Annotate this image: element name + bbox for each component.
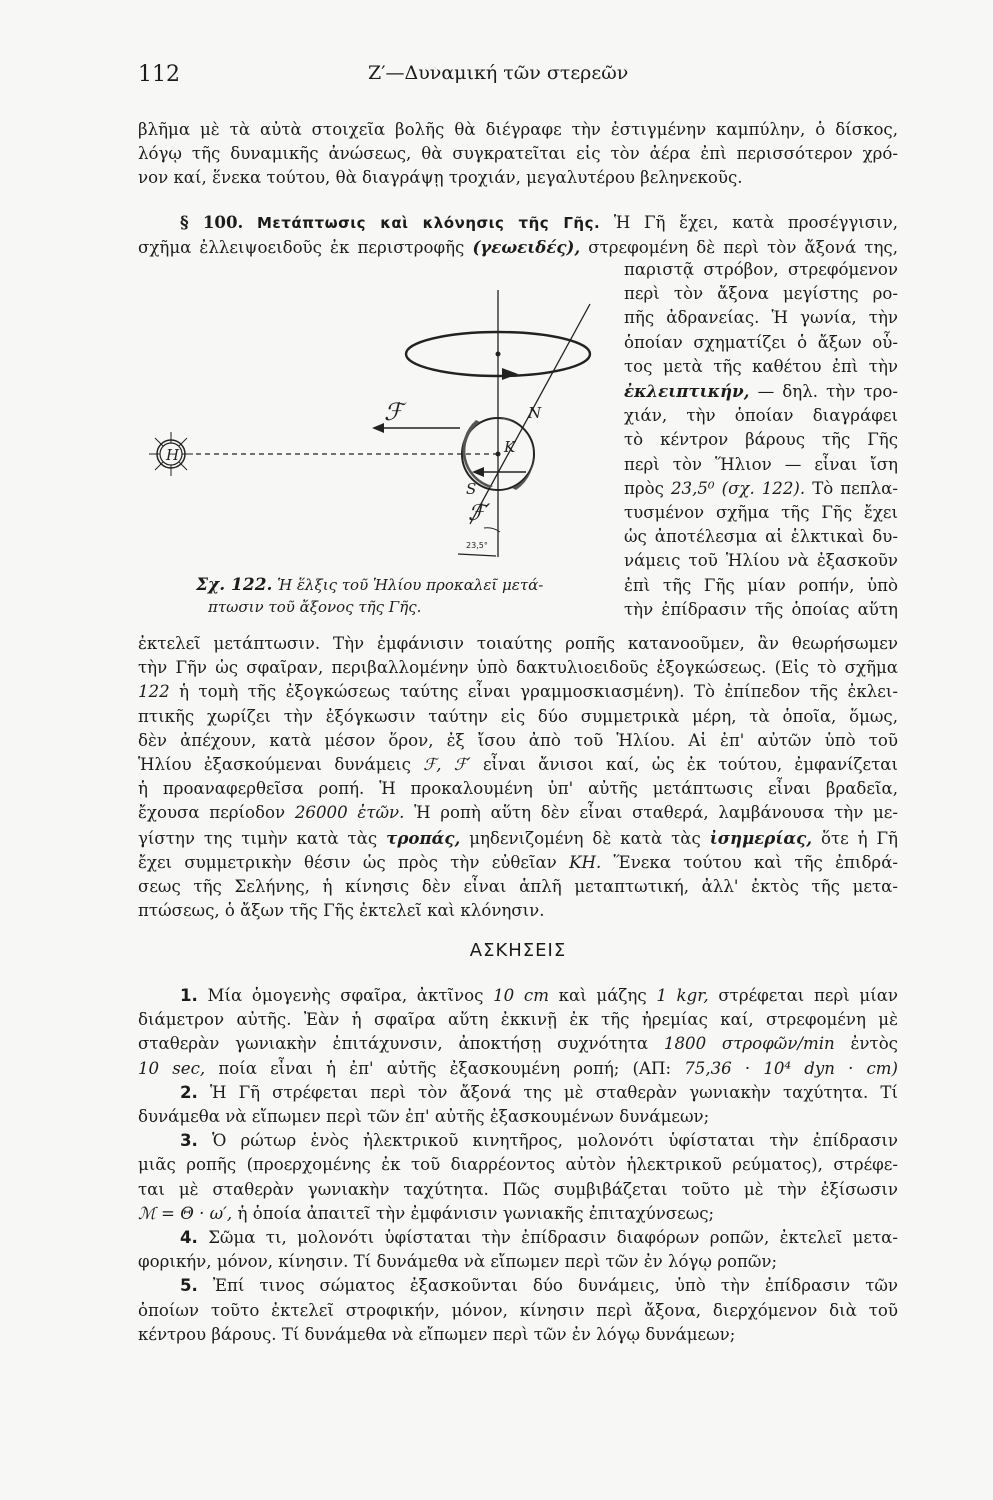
caption-number: Σχ. 122. bbox=[196, 575, 273, 595]
angle-label: 23,5° bbox=[466, 541, 488, 550]
ecliptic-arc bbox=[458, 554, 496, 556]
force-label-f1: ℱ bbox=[384, 398, 403, 426]
right-column-text: παριστᾷ στρόβον, στρεφόμενον περὶ τὸν ἄξονα μεγίστης ρο- πῆς ἀδρανείας. Ἡ γωνία, τὴν ὁποίαν σχηματίζει ὁ ἄξων οὗ- τος μετὰ τῆς καθέτου ἐπὶ τὴν ἐκλειπτικήν, — δηλ. τὴν τρο- χιάν, τὴν ὁποίαν διαγράφει τὸ κέντρον βάρους τῆς Γῆς περὶ τὸν Ἥλιον — εἶναι ἴση πρὸς 23,5⁰ (σχ. 122). Τὸ πεπλα- τυσμένον σχῆμα τῆς Γῆς ἔχει ὡς ἀποτέλεσμα αἱ ἑλκτικαὶ δυ- νάμεις τοῦ Ἡλίου νὰ ἐξασκοῦν ἐπὶ τῆς Γῆς μίαν ροπήν, ὑπὸ τὴν ἐπίδρασιν τῆς ὁποίας αὕτη bbox=[624, 260, 899, 619]
orbit-arrow-icon bbox=[502, 368, 518, 380]
main-paragraph: ἐκτελεῖ μετάπτωσιν. Τὴν ἐμφάνισιν τοιαύτης ροπῆς κατανοοῦμεν, ἂν θεωρήσωμεν τὴν Γῆν ὡς σφαῖραν, περιβαλλομένην ὑπὸ δακτυλιοειδοῦς ἐξογκώσεως. (Εἰς τὸ σχῆμα 122 ἡ τομὴ τῆς ἐξογκώσεως ταύτης εἶναι γραμμοσκιασμένη). Τὸ ἐπίπεδον τῆς ἐκλει- πτικῆς χωρίζει τὴν ἐξόγκωσιν ταύτην εἰς δύο συμμετρικὰ μέρη, τὰ ὁποῖα, ὅμως, δὲν ἀπέχουν, κατὰ μέσον ὅρον, ἐξ ἴσου ἀπὸ τοῦ Ἡλίου. Αἱ ἐπ' αὐτῶν ὑπὸ τοῦ Ἡλίου ἐξασκούμεναι δυνάμεις ℱ, ℱ′ εἶναι ἄνισοι καί, ὡς ἐκ τούτου, ἐμφανίζεται ἡ προαναφερθεῖσα ροπή. Ἡ προκαλουμένη ὑπ' αὐτῆς μετάπτωσις εἶναι βραδεῖα, ἔχουσα περίοδον 26000 ἐτῶν. Ἡ ροπὴ αὕτη δὲν εἶναι σταθερά, λαμβάνουσα τὴν με- γίστην της τιμὴν κατὰ τὰς τροπάς, μηδενιζομένη δὲ κατὰ τὰς ἰσημερίας, ὅτε ἡ Γῆ ἔχει συμμετρικὴν θέσιν ὡς πρὸς τὴν εὐθεῖαν KH. Ἕνεκα τούτου καὶ τῆς ἐπιδρά- σεως τῆς Σελήνης, ἡ κίνησις δὲν εἶναι ἁπλῆ μεταπτωτική, ἀλλ' ἐκτὸς τῆς μετα- πτώσεως, ὁ ἄξων τῆς Γῆς ἐκτελεῖ καὶ κλόνησιν. bbox=[138, 634, 899, 921]
text-line: σχῆμα ἐλλειψοειδοῦς ἐκ περιστροφῆς (γεωειδές), στρεφομένη δὲ περὶ τὸν ἄξονά της, bbox=[138, 237, 898, 258]
caption-text: πτωσιν τοῦ ἄξονος τῆς Γῆς. bbox=[208, 598, 422, 616]
center-dot bbox=[496, 352, 501, 357]
equation: ℳ = Θ · ω′, bbox=[138, 1203, 233, 1223]
label-k: K bbox=[504, 438, 516, 456]
figure-caption bbox=[196, 574, 596, 618]
answer: (ΑΠ: 75,36 · 10⁴ dyn · cm) bbox=[632, 1058, 898, 1078]
section-100 bbox=[138, 210, 898, 260]
exercises-heading: ΑΣΚΗΣΕΙΣ bbox=[469, 940, 567, 961]
arrow-head-icon bbox=[372, 423, 384, 433]
term-solstices: τροπάς, bbox=[386, 827, 461, 848]
caption-text: Ἡ ἕλξις τοῦ Ἡλίου προκαλεῖ μετά- bbox=[277, 576, 544, 594]
sun-label: H bbox=[166, 446, 180, 464]
page-number: 112 bbox=[138, 62, 180, 87]
force-label-f2: ℱ′ bbox=[468, 501, 491, 526]
text-line: βλῆμα μὲ τὰ αὐτὰ στοιχεῖα βολῆς θὰ διέγραφε τὴν ἐστιγμένην καμπύλην, ὁ δίσκος, bbox=[138, 120, 898, 139]
label-n: N bbox=[528, 404, 542, 422]
label-s: S bbox=[466, 480, 477, 498]
term-geoid: (γεωειδές), bbox=[472, 237, 581, 258]
exercise-3: 3. Ὁ ρώτωρ ἑνὸς ἠλεκτρικοῦ κινητῆρος, μολονότι ὑφίσταται τὴν ἐπίδρασιν bbox=[180, 1131, 898, 1151]
exercise-5: 5. Ἐπί τινος σώματος ἐξασκοῦνται δύο δυνάμεις, ὑπὸ τὴν ἐπίδρασιν τῶν bbox=[180, 1276, 898, 1296]
term-ecliptic: ἐκλειπτικήν, bbox=[624, 381, 750, 402]
section-heading-line: § 100. Μετάπτωσις καὶ κλόνησις τῆς Γῆς. Ἡ Γῆ ἔχει, κατὰ προσέγγισιν, bbox=[180, 212, 898, 232]
text-line: νον καί, ἕνεκα τούτου, θὰ διαγράψῃ τροχιάν, μεγαλυτέρου βεληνεκοῦς. bbox=[138, 168, 743, 188]
section-title: Μετάπτωσις καὶ κλόνησις τῆς Γῆς. bbox=[257, 214, 601, 232]
page-header bbox=[138, 62, 933, 96]
figure-122-precession bbox=[138, 282, 618, 582]
intro-paragraph bbox=[138, 118, 898, 191]
exercises-list: 1. Μία ὁμογενὴς σφαῖρα, ἀκτῖνος 10 cm καὶ μάζης 1 kgr, στρέφεται περὶ μίαν διάμετρον αὐτῆς. Ἐὰν ἡ σφαῖρα αὕτη ἐκκινῇ ἐκ τῆς ἠρεμίας καί, στρεφομένη μὲ σταθερὰν γωνιακὴν ἐπιτάχυνσιν, ἀποκτήσῃ συχνότητα 1800 στροφῶν/min ἐντὸς 10 sec, ποία εἶναι ἡ ἐπ' αὐτῆς ἐξασκουμένη ροπή; (ΑΠ: 75,36 · 10⁴ dyn · cm) 2. Ἡ Γῆ στρέφεται περὶ τὸν ἄξονά της μὲ σταθερὰν γωνιακὴν ταχύτητα. Τί δυνάμεθα νὰ εἴπωμεν περὶ τῶν ἐπ' αὐτῆς ἐξασκουμένων δυνάμεων; 3. Ὁ ρώτωρ ἑνὸς ἠλεκτρικοῦ κινητῆρος, μολονότι ὑφίσταται τὴν ἐπίδρασιν μιᾶς ροπῆς (προερχομένης ἐκ τοῦ διαρρέοντος αὐτὸν ἠλεκτρικοῦ ρεύματος), στρέφε- ται μὲ σταθερὰν γωνιακὴν ταχύτητα. Πῶς συμβιβάζεται τοῦτο μὲ τὴν ἐξίσωσιν ℳ = Θ · ω′, ἡ ὁποία ἀπαιτεῖ τὴν ἐμφάνισιν γωνιακῆς ἐπιταχύνσεως; 4. Σῶμα τι, μολονότι ὑφίσταται τὴν ἐπίδρασιν διαφόρων ροπῶν, ἐκτελεῖ μετα- φορικήν, μόνον, κίνησιν. Τί δυνάμεθα νὰ εἴπωμεν περὶ τῶν ἐν λόγῳ ροπῶν; 5. Ἐπί τινος σώματος ἐξασκοῦνται δύο δυνάμεις, ὑπὸ τὴν ἐπίδρασιν τῶν ὁποίων τοῦτο ἐκτελεῖ στροφικήν, μόνον, κίνησιν περὶ ἄξονα, διερχόμενον διὰ τοῦ κέντρου βάρους. Τί δυνάμεθα νὰ εἴπωμεν περὶ τῶν ἐν λόγῳ δυνάμεων; bbox=[138, 986, 898, 1344]
exercise-4: 4. Σῶμα τι, μολονότι ὑφίσταται τὴν ἐπίδρασιν διαφόρων ροπῶν, ἐκτελεῖ μετα- bbox=[180, 1228, 898, 1248]
exercise-1: 1. Μία ὁμογενὴς σφαῖρα, ἀκτῖνος 10 cm καὶ μάζης 1 kgr, στρέφεται περὶ μίαν bbox=[180, 986, 898, 1005]
exercise-2: 2. Ἡ Γῆ στρέφεται περὶ τὸν ἄξονά της μὲ σταθερὰν γωνιακὴν ταχύτητα. Τί bbox=[180, 1082, 898, 1102]
text-line: λόγῳ τῆς δυναμικῆς ἀνώσεως, θὰ συγκρατεῖται εἰς τὸν ἀέρα ἐπὶ περισσότερον χρό- bbox=[138, 144, 898, 164]
section-number: § 100. bbox=[180, 212, 244, 232]
running-title: Ζ′—Δυναμική τῶν στερεῶν bbox=[368, 62, 629, 84]
term-equinoxes: ἰσημερίας, bbox=[709, 827, 813, 848]
